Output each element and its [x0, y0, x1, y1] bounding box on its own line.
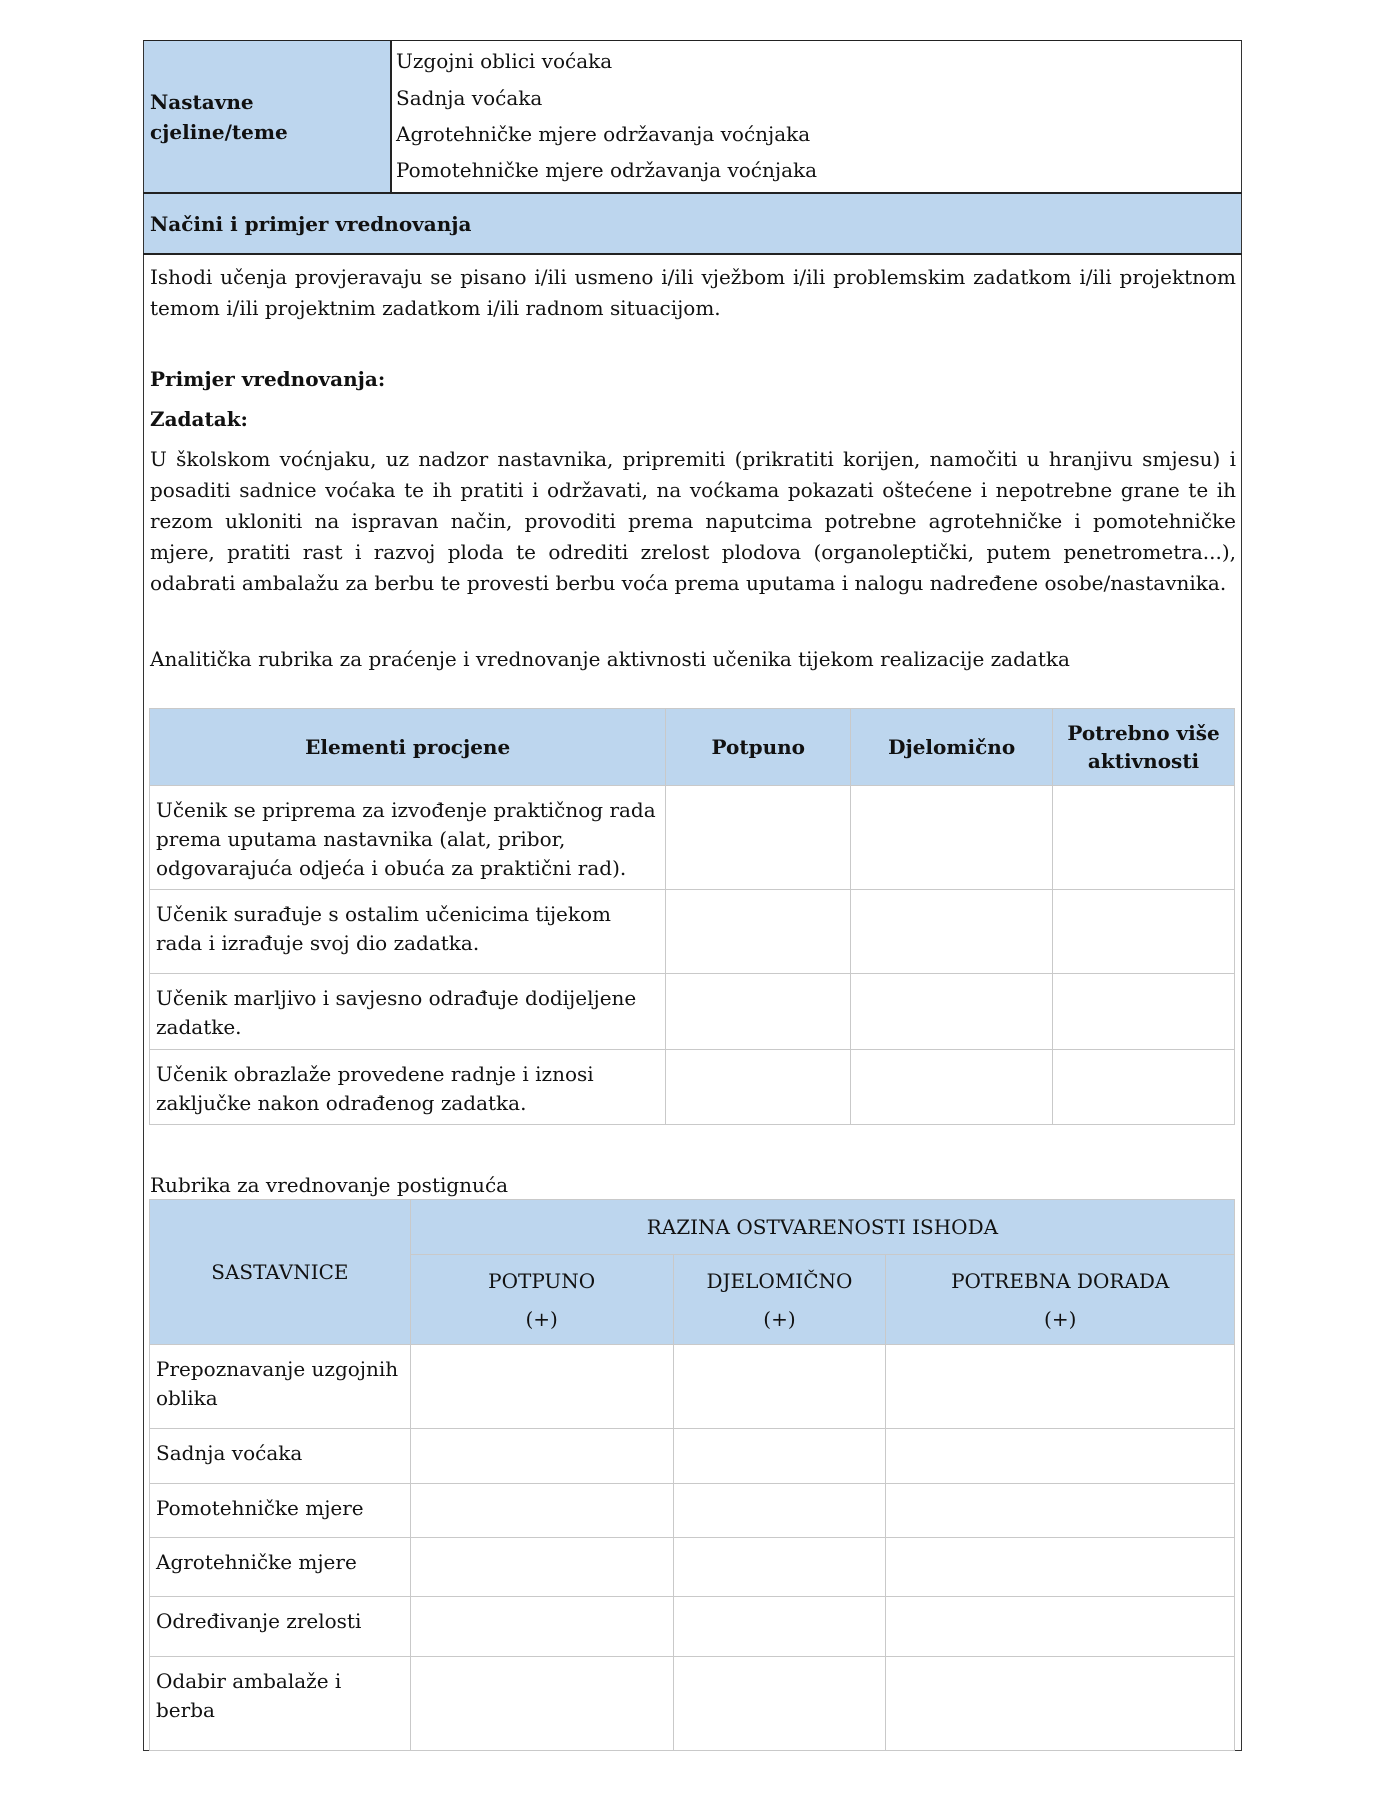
- level-mark: (+): [763, 1306, 796, 1331]
- table-row: [150, 1657, 1235, 1751]
- level-mark: (+): [525, 1306, 558, 1331]
- topic-item: Sadnja voćaka: [396, 86, 543, 110]
- level-cell[interactable]: [886, 1484, 1235, 1538]
- rating-cell[interactable]: [851, 1050, 1053, 1125]
- rating-cell[interactable]: [1053, 786, 1235, 890]
- component-cell: Određivanje zrelosti: [150, 1597, 411, 1657]
- table-row: [150, 786, 1235, 890]
- topic-item: Agrotehničke mjere održavanja voćnjaka: [396, 122, 811, 146]
- rating-cell[interactable]: [1053, 890, 1235, 974]
- level-cell[interactable]: [886, 1657, 1235, 1751]
- criterion-cell: Učenik se priprema za izvođenje praktičnog rada prema uputama nastavnika (alat, pribor, odgovarajuća odjeća i obuća za praktični rad).: [150, 786, 666, 890]
- rating-cell[interactable]: [666, 786, 851, 890]
- level-header: [673, 1255, 886, 1345]
- level-cell[interactable]: [410, 1345, 673, 1429]
- table-row: [150, 890, 1235, 974]
- level-cell[interactable]: [410, 1538, 673, 1597]
- level-cell[interactable]: [673, 1597, 886, 1657]
- component-cell: Prepoznavanje uzgojnih oblika: [150, 1345, 411, 1429]
- level-cell[interactable]: [410, 1484, 673, 1538]
- table-row: [150, 1538, 1235, 1597]
- topic-item: Pomotehničke mjere održavanja voćnjaka: [396, 158, 818, 182]
- criterion-cell: Učenik marljivo i savjesno odrađuje dodijeljene zadatke.: [150, 974, 666, 1050]
- level-cell[interactable]: [673, 1345, 886, 1429]
- sastavnice-header: SASTAVNICE: [150, 1200, 411, 1345]
- table-row: [150, 1345, 1235, 1429]
- table-row: [150, 1484, 1235, 1538]
- table-row: [150, 1597, 1235, 1657]
- table-row: [150, 1050, 1235, 1125]
- rating-cell[interactable]: [666, 974, 851, 1050]
- table-row: [150, 974, 1235, 1050]
- section-title: Načini i primjer vrednovanja: [150, 212, 472, 236]
- achievement-rubric-table: [149, 1199, 1235, 1751]
- rating-cell[interactable]: [851, 786, 1053, 890]
- component-cell: Agrotehničke mjere: [150, 1538, 411, 1597]
- level-cell[interactable]: [886, 1345, 1235, 1429]
- column-header: Potrebno više aktivnosti: [1053, 709, 1235, 786]
- rating-cell[interactable]: [666, 1050, 851, 1125]
- rating-cell[interactable]: [851, 890, 1053, 974]
- column-header: Djelomično: [851, 709, 1053, 786]
- rating-cell[interactable]: [666, 890, 851, 974]
- criterion-cell: Učenik surađuje s ostalim učenicima tijekom rada i izrađuje svoj dio zadatka.: [150, 890, 666, 974]
- level-cell[interactable]: [886, 1597, 1235, 1657]
- activity-rubric-table: [149, 708, 1235, 1125]
- level-label: DJELOMIČNO: [706, 1268, 853, 1293]
- level-cell[interactable]: [673, 1484, 886, 1538]
- level-header: [886, 1255, 1235, 1345]
- topic-item: Uzgojni oblici voćaka: [396, 49, 613, 73]
- topics-label-line: Nastavne: [150, 90, 254, 114]
- rating-cell[interactable]: [1053, 974, 1235, 1050]
- column-header: Elementi procjene: [150, 709, 666, 786]
- task-text: U školskom voćnjaku, uz nadzor nastavnika, pripremiti (prikratiti korijen, namočiti u hranjivu smjesu) i posaditi sadnice voćaka te ih pratiti i održavati, na voćkama pokazati oštećene i nepotrebne grane te ih rezom ukloniti na ispravan način, provoditi prema naputcima potrebne agrotehničke i pomotehničke mjere, pratiti rast i razvoj ploda te odrediti zrelost plodova (organoleptički, putem penetrometra...), odabrati ambalažu za berbu te provesti berbu voća prema uputama i nalogu nadređene osobe/nastavnika.: [150, 447, 1236, 595]
- table-row: [150, 1429, 1235, 1484]
- level-cell[interactable]: [410, 1597, 673, 1657]
- level-cell[interactable]: [673, 1657, 886, 1751]
- divider: [390, 40, 392, 193]
- rating-cell[interactable]: [1053, 1050, 1235, 1125]
- level-label: POTREBNA DORADA: [951, 1268, 1170, 1293]
- example-heading: Primjer vrednovanja:: [150, 367, 386, 391]
- level-cell[interactable]: [673, 1429, 886, 1484]
- level-label: POTPUNO: [488, 1268, 596, 1293]
- rubric1-caption: Analitička rubrika za praćenje i vrednovanje aktivnosti učenika tijekom realizacije zadatka: [150, 647, 1070, 671]
- level-cell[interactable]: [886, 1538, 1235, 1597]
- topics-label: [150, 87, 380, 147]
- rating-cell[interactable]: [851, 974, 1053, 1050]
- intro-text: Ishodi učenja provjeravaju se pisano i/ili usmeno i/ili vježbom i/ili problemskim zadatkom i/ili projektnom temom i/ili projektnim zadatkom i/ili radnom situacijom.: [150, 265, 1236, 320]
- level-cell[interactable]: [410, 1657, 673, 1751]
- level-header: [410, 1255, 673, 1345]
- component-cell: Sadnja voćaka: [150, 1429, 411, 1484]
- topics-label-line: cjeline/teme: [150, 120, 288, 144]
- group-header: RAZINA OSTVARENOSTI ISHODA: [410, 1200, 1234, 1255]
- level-cell[interactable]: [886, 1429, 1235, 1484]
- level-cell[interactable]: [673, 1538, 886, 1597]
- divider: [143, 253, 1242, 255]
- component-cell: Odabir ambalaže i berba: [150, 1657, 411, 1751]
- rubric2-caption: Rubrika za vrednovanje postignuća: [150, 1173, 509, 1197]
- level-cell[interactable]: [410, 1429, 673, 1484]
- component-cell: Pomotehničke mjere: [150, 1484, 411, 1538]
- column-header: Potpuno: [666, 709, 851, 786]
- level-mark: (+): [1044, 1306, 1077, 1331]
- criterion-cell: Učenik obrazlaže provedene radnje i iznosi zaključke nakon odrađenog zadatka.: [150, 1050, 666, 1125]
- task-heading: Zadatak:: [150, 407, 248, 431]
